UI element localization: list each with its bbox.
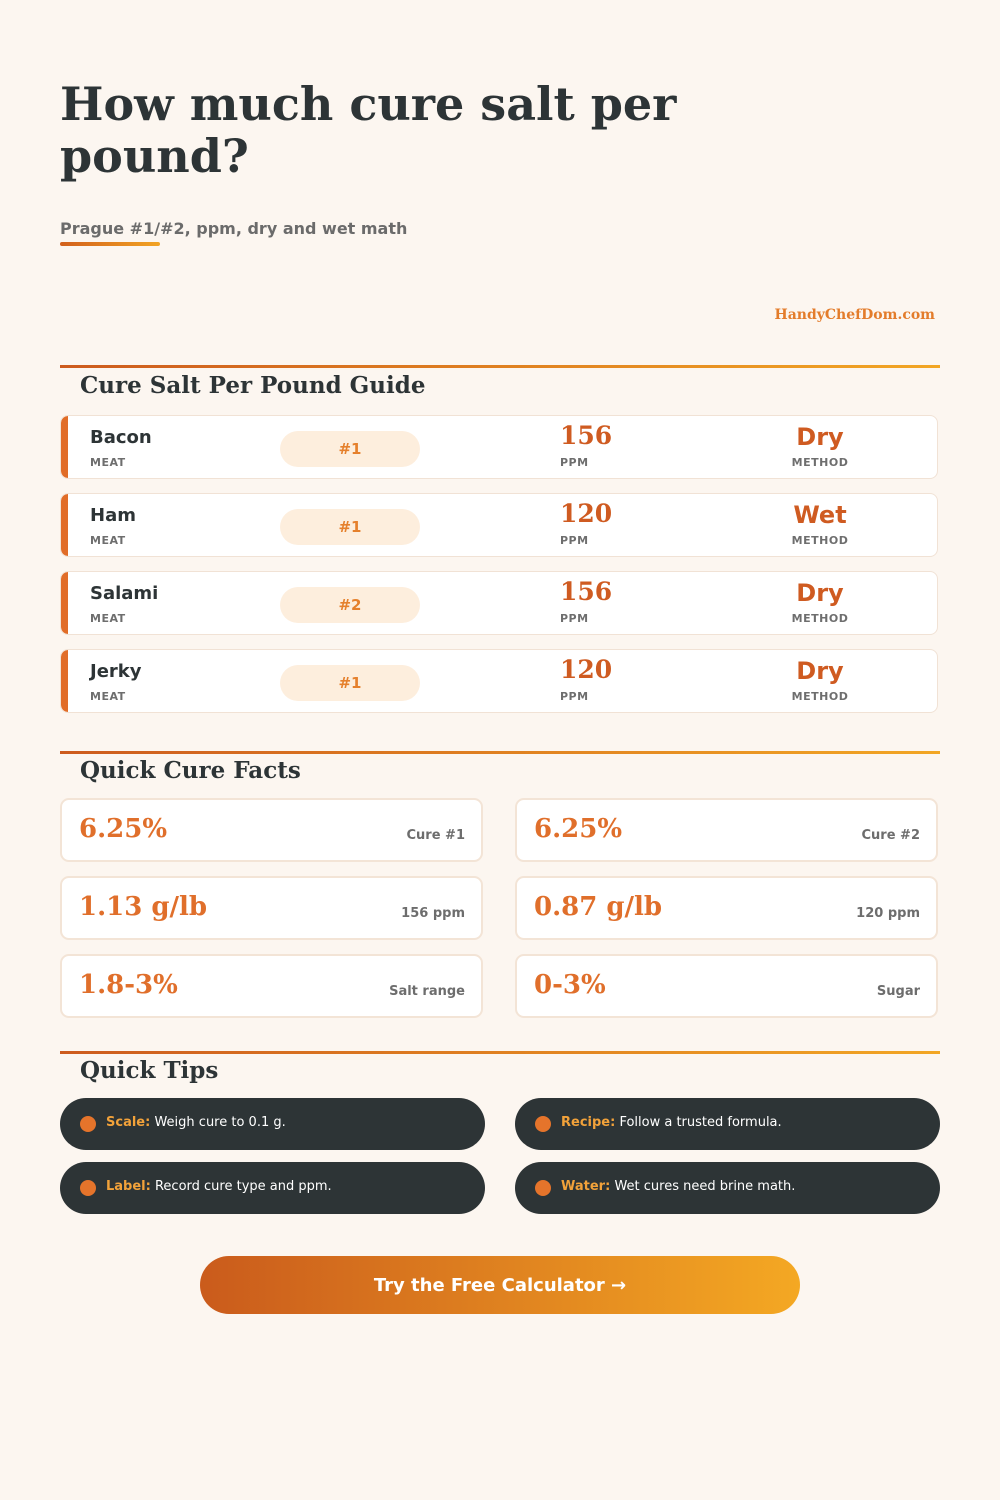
fact-label: 120 ppm [856,906,920,921]
method-label: METHOD [791,534,849,547]
meat-name: Salami [90,583,159,604]
fact-card-cure1 [60,798,483,862]
guide-title: Cure Salt Per Pound Guide [80,372,426,399]
method-value: Wet [793,501,847,529]
tip-scale [60,1098,485,1150]
method-value: Dry [796,657,844,685]
page-subtitle: Prague #1/#2, ppm, dry and wet math [60,219,408,238]
bullet-dot-icon [535,1116,551,1132]
ppm-value: 120 [560,655,613,684]
method-label: METHOD [791,456,849,469]
cure-badge: #1 [280,509,420,545]
fact-label: Sugar [876,984,920,999]
bullet-dot-icon [80,1116,96,1132]
guide-row-bacon [60,415,938,479]
row-accent-bar [61,416,68,478]
tip-body: Weigh cure to 0.1 g. [154,1115,286,1130]
row-accent-bar [61,494,68,556]
fact-card-120ppm [515,876,938,940]
method-label: METHOD [791,690,849,703]
ppm-label: PPM [560,456,589,469]
meat-label: MEAT [90,534,126,547]
fact-card-156ppm [60,876,483,940]
fact-label: 156 ppm [401,906,465,921]
meat-name: Bacon [90,427,152,448]
calculator-cta-button[interactable]: Try the Free Calculator → [200,1256,800,1314]
tip-body: Follow a trusted formula. [619,1115,782,1130]
method-value: Dry [796,423,844,451]
facts-title: Quick Cure Facts [80,757,301,784]
subtitle-underline [60,242,160,246]
fact-value: 1.8-3% [79,970,178,1000]
ppm-label: PPM [560,690,589,703]
fact-value: 0.87 g/lb [534,892,663,922]
ppm-value: 120 [560,499,613,528]
meat-label: MEAT [90,690,126,703]
meat-label: MEAT [90,612,126,625]
ppm-value: 156 [560,577,613,606]
tip-text [106,1115,286,1130]
fact-card-salt-range [60,954,483,1018]
guide-row-salami [60,571,938,635]
method-label: METHOD [791,612,849,625]
tip-water [515,1162,940,1214]
meat-name: Ham [90,505,136,526]
facts-divider [60,751,940,754]
fact-label: Salt range [389,984,465,999]
meat-label: MEAT [90,456,126,469]
fact-label: Cure #1 [406,828,465,843]
ppm-value: 156 [560,421,613,450]
tip-text [106,1179,332,1194]
ppm-label: PPM [560,612,589,625]
tips-divider [60,1051,940,1054]
tip-body: Record cure type and ppm. [154,1179,332,1194]
tip-recipe [515,1098,940,1150]
ppm-label: PPM [560,534,589,547]
fact-card-cure2 [515,798,938,862]
bullet-dot-icon [80,1180,96,1196]
method-value: Dry [796,579,844,607]
tip-key: Recipe: [561,1115,616,1130]
page-title: How much cure salt per pound? [60,77,677,183]
tip-key: Scale: [106,1115,151,1130]
tip-key: Label: [106,1179,151,1194]
fact-value: 1.13 g/lb [79,892,208,922]
tip-key: Water: [561,1179,611,1194]
guide-divider [60,365,940,368]
fact-label: Cure #2 [861,828,920,843]
guide-row-ham [60,493,938,557]
tips-title: Quick Tips [80,1057,219,1084]
row-accent-bar [61,572,68,634]
fact-card-sugar [515,954,938,1018]
cure-badge: #1 [280,665,420,701]
tip-text [561,1179,795,1194]
tip-text [561,1115,782,1130]
fact-value: 6.25% [534,814,623,844]
meat-name: Jerky [90,661,142,682]
row-accent-bar [61,650,68,712]
cure-badge: #2 [280,587,420,623]
cure-badge: #1 [280,431,420,467]
brand-link[interactable]: HandyChefDom.com [774,307,935,323]
tip-label [60,1162,485,1214]
fact-value: 6.25% [79,814,168,844]
tip-body: Wet cures need brine math. [614,1179,796,1194]
bullet-dot-icon [535,1180,551,1196]
fact-value: 0-3% [534,970,606,1000]
guide-row-jerky [60,649,938,713]
